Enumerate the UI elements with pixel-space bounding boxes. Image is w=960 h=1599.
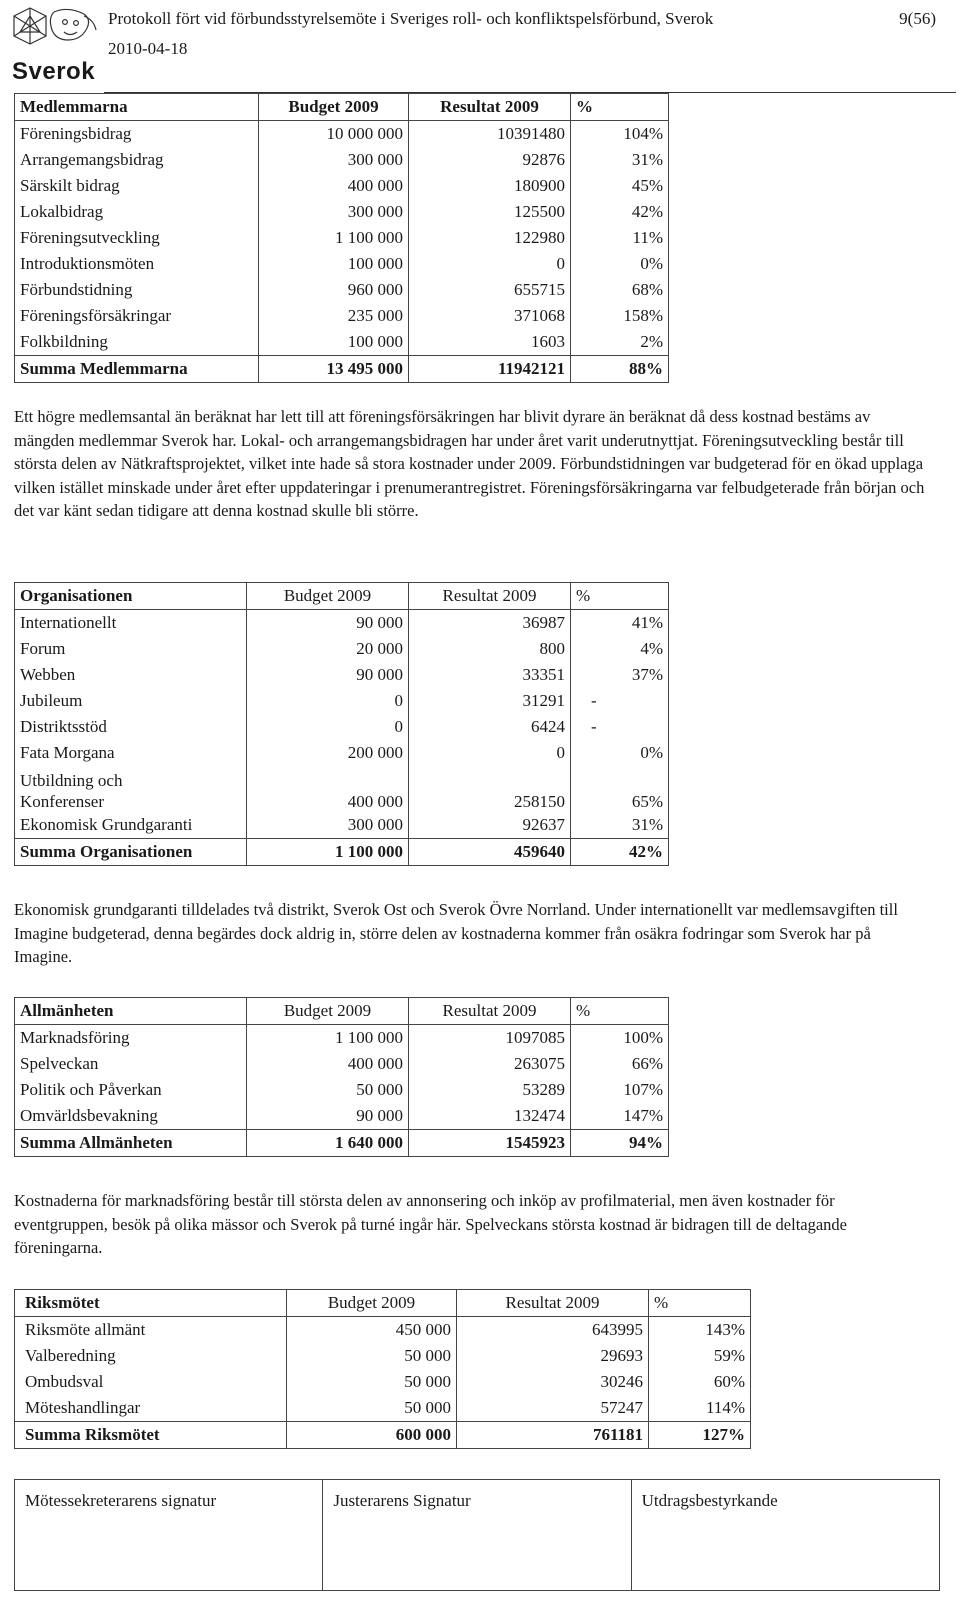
percent-cell: 0% bbox=[571, 740, 669, 766]
table-row bbox=[15, 147, 669, 173]
table-allmanheten bbox=[14, 997, 669, 1157]
page-number: 9(56) bbox=[899, 9, 936, 28]
paragraph-allmanheten: Kostnaderna för marknadsföring består till största delen av annonsering och inköp av profilmaterial, men även kostnader för eventgruppen, besök på olika mässor och Sverok på turné ingår här. Spelveckans största kostnad är bidragen till de deltagande föreningarna. bbox=[14, 1191, 848, 1257]
table-sum-row bbox=[15, 356, 669, 383]
table-medlemmarna bbox=[14, 93, 669, 383]
budget-cell: 400 000 bbox=[247, 1051, 409, 1077]
row-label: Riksmöte allmänt bbox=[15, 1317, 287, 1344]
table-row bbox=[15, 1343, 751, 1369]
result-cell: 36987 bbox=[409, 610, 571, 637]
budget-cell: 0 bbox=[247, 688, 409, 714]
percent-cell: 66% bbox=[571, 1051, 669, 1077]
column-header: Riksmötet bbox=[15, 1290, 287, 1317]
percent-cell: 11% bbox=[571, 225, 669, 251]
column-header: % bbox=[649, 1290, 751, 1317]
table-row bbox=[15, 277, 669, 303]
percent-cell: 42% bbox=[571, 199, 669, 225]
table-row bbox=[15, 1025, 669, 1052]
row-label: Valberedning bbox=[15, 1343, 287, 1369]
paragraph-organisationen: Ekonomisk grundgaranti tilldelades två distrikt, Sverok Ost och Sverok Övre Norrland. Under internationellt var medlemsavgiften till Imagine budgeterad, denna begärdes dock aldrig in, större delen av kostnaderna kommer från osäkra fodringar som Sverok har på Imagine. bbox=[14, 900, 898, 966]
table-row bbox=[15, 1369, 751, 1395]
sum-percent: 88% bbox=[571, 356, 669, 383]
result-cell: 30246 bbox=[457, 1369, 649, 1395]
table-row bbox=[15, 812, 669, 839]
row-label: Introduktionsmöten bbox=[15, 251, 259, 277]
result-cell: 29693 bbox=[457, 1343, 649, 1369]
signature-adjuster: Justerarens Signatur bbox=[323, 1480, 631, 1590]
table-sum-row bbox=[15, 839, 669, 866]
percent-cell: 37% bbox=[571, 662, 669, 688]
sum-budget: 600 000 bbox=[287, 1422, 457, 1449]
percent-cell: 147% bbox=[571, 1103, 669, 1130]
row-label: Politik och Påverkan bbox=[15, 1077, 247, 1103]
budget-cell: 100 000 bbox=[259, 329, 409, 356]
row-label: Webben bbox=[15, 662, 247, 688]
result-cell: 57247 bbox=[457, 1395, 649, 1422]
sum-percent: 42% bbox=[571, 839, 669, 866]
column-header: Resultat 2009 bbox=[457, 1290, 649, 1317]
result-cell: 122980 bbox=[409, 225, 571, 251]
document-date: 2010-04-18 bbox=[108, 39, 188, 58]
table-sum-row bbox=[15, 1130, 669, 1157]
row-label bbox=[15, 766, 247, 812]
sum-percent: 127% bbox=[649, 1422, 751, 1449]
percent-cell: 41% bbox=[571, 610, 669, 637]
row-label: Särskilt bidrag bbox=[15, 173, 259, 199]
result-cell: 180900 bbox=[409, 173, 571, 199]
row-label: Jubileum bbox=[15, 688, 247, 714]
column-header: Medlemmarna bbox=[15, 94, 259, 121]
logo-wordmark: Sverok bbox=[12, 58, 96, 85]
result-cell: 31291 bbox=[409, 688, 571, 714]
row-label: Internationellt bbox=[15, 610, 247, 637]
percent-cell: 0% bbox=[571, 251, 669, 277]
row-label: Arrangemangsbidrag bbox=[15, 147, 259, 173]
result-cell: 643995 bbox=[457, 1317, 649, 1344]
result-cell: 258150 bbox=[409, 766, 571, 812]
budget-cell: 300 000 bbox=[247, 812, 409, 839]
percent-cell: 68% bbox=[571, 277, 669, 303]
result-cell: 800 bbox=[409, 636, 571, 662]
table-row bbox=[15, 199, 669, 225]
table-row bbox=[15, 251, 669, 277]
sum-result: 459640 bbox=[409, 839, 571, 866]
column-header: Budget 2009 bbox=[259, 94, 409, 121]
percent-cell: 2% bbox=[571, 329, 669, 356]
result-cell: 53289 bbox=[409, 1077, 571, 1103]
row-label: Forum bbox=[15, 636, 247, 662]
row-label: Marknadsföring bbox=[15, 1025, 247, 1052]
column-header: Budget 2009 bbox=[247, 583, 409, 610]
table-row bbox=[15, 688, 669, 714]
row-label: Omvärldsbevakning bbox=[15, 1103, 247, 1130]
budget-cell: 300 000 bbox=[259, 147, 409, 173]
row-label: Fata Morgana bbox=[15, 740, 247, 766]
result-cell: 92876 bbox=[409, 147, 571, 173]
budget-cell: 90 000 bbox=[247, 662, 409, 688]
column-header: Resultat 2009 bbox=[409, 583, 571, 610]
table-row bbox=[15, 714, 669, 740]
column-header: % bbox=[571, 998, 669, 1025]
budget-cell: 1 100 000 bbox=[247, 1025, 409, 1052]
table-organisationen bbox=[14, 582, 669, 866]
row-label: Lokalbidrag bbox=[15, 199, 259, 225]
percent-cell: 65% bbox=[571, 766, 669, 812]
row-label: Föreningsbidrag bbox=[15, 121, 259, 148]
document-title: Protokoll fört vid förbundsstyrelsemöte i Sveriges roll- och konfliktspelsförbund, Sverok bbox=[108, 9, 714, 28]
budget-cell: 400 000 bbox=[247, 766, 409, 812]
column-header: % bbox=[571, 94, 669, 121]
table-row bbox=[15, 636, 669, 662]
result-cell: 655715 bbox=[409, 277, 571, 303]
sum-label: Summa Riksmötet bbox=[15, 1422, 287, 1449]
result-cell: 1603 bbox=[409, 329, 571, 356]
row-label-text: Utbildning och Konferenser bbox=[20, 771, 123, 811]
percent-cell: 114% bbox=[649, 1395, 751, 1422]
sum-budget: 13 495 000 bbox=[259, 356, 409, 383]
result-cell: 6424 bbox=[409, 714, 571, 740]
sum-budget: 1 100 000 bbox=[247, 839, 409, 866]
table-row bbox=[15, 303, 669, 329]
result-cell: 371068 bbox=[409, 303, 571, 329]
percent-cell: 158% bbox=[571, 303, 669, 329]
percent-cell: 45% bbox=[571, 173, 669, 199]
sum-result: 1545923 bbox=[409, 1130, 571, 1157]
column-header: Organisationen bbox=[15, 583, 247, 610]
column-header: Budget 2009 bbox=[247, 998, 409, 1025]
sum-result: 11942121 bbox=[409, 356, 571, 383]
sum-label: Summa Allmänheten bbox=[15, 1130, 247, 1157]
budget-cell: 235 000 bbox=[259, 303, 409, 329]
row-label: Förbundstidning bbox=[15, 277, 259, 303]
table-row bbox=[15, 1103, 669, 1130]
row-label: Ekonomisk Grundgaranti bbox=[15, 812, 247, 839]
row-label: Ombudsval bbox=[15, 1369, 287, 1395]
percent-cell: 143% bbox=[649, 1317, 751, 1344]
percent-cell: 59% bbox=[649, 1343, 751, 1369]
table-row bbox=[15, 1395, 751, 1422]
budget-cell: 0 bbox=[247, 714, 409, 740]
budget-cell: 90 000 bbox=[247, 610, 409, 637]
row-label: Spelveckan bbox=[15, 1051, 247, 1077]
budget-cell: 50 000 bbox=[287, 1395, 457, 1422]
row-label: Föreningsförsäkringar bbox=[15, 303, 259, 329]
paragraph-medlemmarna: Ett högre medlemsantal än beräknat har lett till att föreningsförsäkringen har blivit dyrare än beräknat då dess kostnad bestäms av mängden medlemmar Sverok har. Lokal- och arrangemangsbidragen har under året varit underutnyttjat. Föreningsutveckling består till största delen av Nätkraftsprojektet, vilket inte hade så stora kostnader under 2009. Förbundstidningen var budgeterad för en ökad upplaga vilken istället minskade under året efter uppdateringar i prenumerantregistret. Föreningsförsäkringarna var felbudgeterade från början och det var känt sedan tidigare att denna kostnad skulle bli större. bbox=[14, 407, 925, 520]
table-header-row bbox=[15, 998, 669, 1025]
table-sum-row bbox=[15, 1422, 751, 1449]
budget-cell: 20 000 bbox=[247, 636, 409, 662]
column-header: Resultat 2009 bbox=[409, 94, 571, 121]
budget-cell: 50 000 bbox=[287, 1369, 457, 1395]
table-header-row bbox=[15, 583, 669, 610]
result-cell: 92637 bbox=[409, 812, 571, 839]
budget-cell: 10 000 000 bbox=[259, 121, 409, 148]
table-row bbox=[15, 766, 669, 812]
column-header: Budget 2009 bbox=[287, 1290, 457, 1317]
column-header: Resultat 2009 bbox=[409, 998, 571, 1025]
signature-secretary: Mötessekreterarens signatur bbox=[15, 1480, 323, 1590]
result-cell: 33351 bbox=[409, 662, 571, 688]
table-row bbox=[15, 329, 669, 356]
row-label: Möteshandlingar bbox=[15, 1395, 287, 1422]
sum-percent: 94% bbox=[571, 1130, 669, 1157]
budget-cell: 200 000 bbox=[247, 740, 409, 766]
result-cell: 1097085 bbox=[409, 1025, 571, 1052]
table-row bbox=[15, 1077, 669, 1103]
table-header-row bbox=[15, 1290, 751, 1317]
page-header bbox=[0, 0, 960, 96]
budget-cell: 90 000 bbox=[247, 1103, 409, 1130]
percent-cell: 31% bbox=[571, 812, 669, 839]
result-cell: 10391480 bbox=[409, 121, 571, 148]
percent-cell: 104% bbox=[571, 121, 669, 148]
signature-box bbox=[14, 1479, 940, 1591]
percent-cell: 107% bbox=[571, 1077, 669, 1103]
budget-cell: 100 000 bbox=[259, 251, 409, 277]
percent-cell: - bbox=[571, 714, 669, 740]
sum-result: 761181 bbox=[457, 1422, 649, 1449]
percent-cell: 100% bbox=[571, 1025, 669, 1052]
sum-label: Summa Organisationen bbox=[15, 839, 247, 866]
budget-cell: 960 000 bbox=[259, 277, 409, 303]
percent-cell: 60% bbox=[649, 1369, 751, 1395]
percent-cell: 4% bbox=[571, 636, 669, 662]
budget-cell: 400 000 bbox=[259, 173, 409, 199]
column-header: % bbox=[571, 583, 669, 610]
column-header: Allmänheten bbox=[15, 998, 247, 1025]
result-cell: 125500 bbox=[409, 199, 571, 225]
table-row bbox=[15, 225, 669, 251]
row-label: Distriktsstöd bbox=[15, 714, 247, 740]
budget-cell: 50 000 bbox=[287, 1343, 457, 1369]
sum-budget: 1 640 000 bbox=[247, 1130, 409, 1157]
row-label: Föreningsutveckling bbox=[15, 225, 259, 251]
budget-cell: 1 100 000 bbox=[259, 225, 409, 251]
table-row bbox=[15, 1051, 669, 1077]
table-row bbox=[15, 173, 669, 199]
table-row bbox=[15, 1317, 751, 1344]
percent-cell: - bbox=[571, 688, 669, 714]
result-cell: 0 bbox=[409, 740, 571, 766]
table-header-row bbox=[15, 94, 669, 121]
result-cell: 263075 bbox=[409, 1051, 571, 1077]
budget-cell: 450 000 bbox=[287, 1317, 457, 1344]
table-row bbox=[15, 662, 669, 688]
percent-cell: 31% bbox=[571, 147, 669, 173]
table-row bbox=[15, 121, 669, 148]
result-cell: 0 bbox=[409, 251, 571, 277]
budget-cell: 50 000 bbox=[247, 1077, 409, 1103]
sum-label: Summa Medlemmarna bbox=[15, 356, 259, 383]
table-row bbox=[15, 610, 669, 637]
signature-certification: Utdragsbestyrkande bbox=[641, 1491, 778, 1510]
row-label: Folkbildning bbox=[15, 329, 259, 356]
table-row bbox=[15, 740, 669, 766]
result-cell: 132474 bbox=[409, 1103, 571, 1130]
table-riksmotet bbox=[14, 1289, 751, 1449]
budget-cell: 300 000 bbox=[259, 199, 409, 225]
